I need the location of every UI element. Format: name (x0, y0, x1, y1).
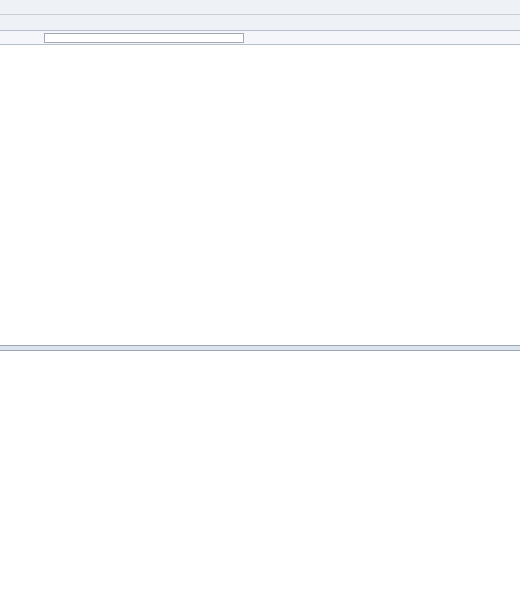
toolbar-standard (0, 0, 520, 15)
formula-input[interactable] (44, 33, 244, 43)
formula-bar (0, 31, 520, 45)
sheet-pane-bottom (0, 351, 520, 600)
toolbar-format (0, 15, 520, 31)
sheet-pane-top (0, 46, 520, 345)
